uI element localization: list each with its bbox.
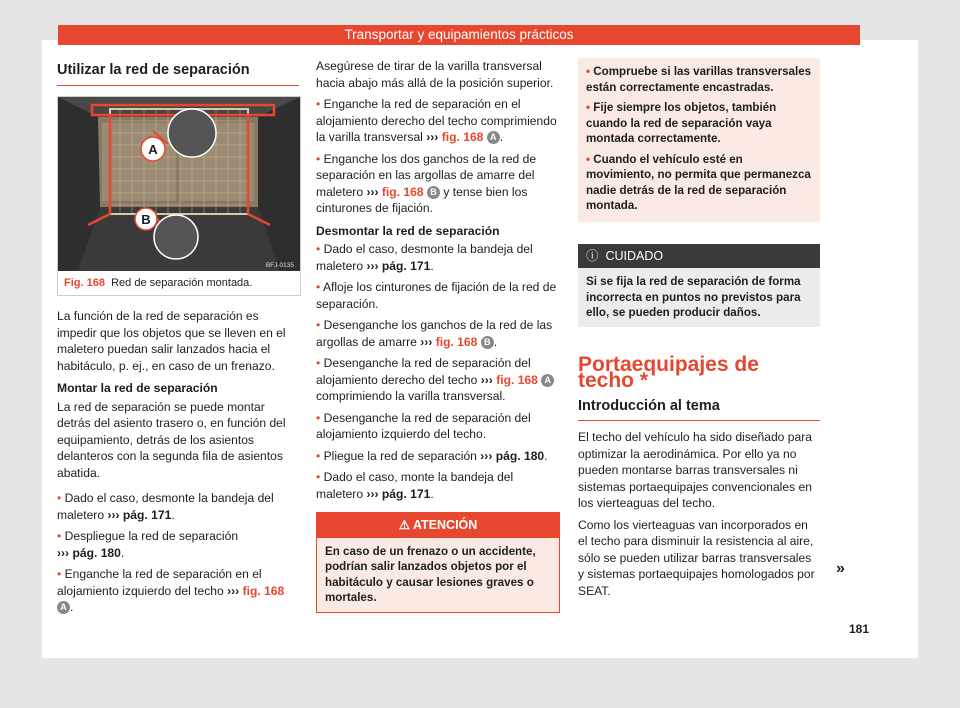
figure-label: Fig. 168 bbox=[64, 276, 105, 289]
list-item: • Desenganche los ganchos de la red de las argollas de amarre ››› fig. 168 B . bbox=[316, 318, 553, 349]
column-middle bbox=[316, 58, 560, 613]
warning-box bbox=[316, 512, 560, 613]
figure-link[interactable]: fig. 168 bbox=[381, 184, 424, 199]
column-left bbox=[57, 58, 299, 621]
list-item: • Afloje los cinturones de fijación de la red de separación. bbox=[316, 280, 557, 311]
list-item: • Desenganche la red de separación del alojamiento izquierdo del techo. bbox=[316, 410, 531, 441]
warning-header: ⚠ ATENCIÓN bbox=[317, 513, 559, 538]
chapter-header: Transportar y equipamientos prácticos bbox=[58, 25, 860, 45]
figure-caption bbox=[58, 271, 300, 296]
list-item: • Despliegue la red de separación ››› pág. 180. bbox=[57, 529, 239, 560]
info-circle-icon: ⓘ bbox=[586, 248, 599, 263]
page-link[interactable]: pág. 171 bbox=[122, 507, 172, 522]
intro-paragraph: La función de la red de separación es impedir que los objetos que se lleven en el maletero puedan salir lanzados hacia el habitáculo, p. ej., en caso de un frenazo. bbox=[57, 309, 286, 373]
page-link[interactable]: pág. 180 bbox=[495, 448, 545, 463]
figure-link[interactable]: fig. 168 bbox=[496, 372, 538, 387]
list-item: • Dado el caso, desmonte la bandeja del maletero ››› pág. 171. bbox=[57, 491, 274, 522]
list-item: • Pliegue la red de separación ››› pág. 180. bbox=[316, 448, 548, 463]
list-item: • Desenganche la red de separación del alojamiento derecho del techo ››› fig. 168 A comprimiendo la varilla transversal. bbox=[316, 355, 560, 405]
list-item: • Dado el caso, monte la bandeja del maletero ››› pág. 171. bbox=[316, 470, 514, 501]
page-link[interactable]: pág. 171 bbox=[381, 486, 431, 501]
page-link[interactable]: pág. 171 bbox=[381, 258, 431, 273]
marker-a-icon: A bbox=[541, 374, 554, 387]
warning-continued-box bbox=[578, 58, 820, 222]
continue-mark: » bbox=[836, 560, 845, 577]
paragraph: Asegúrese de tirar de la varilla transversal hacia abajo más allá de la posición superior. bbox=[316, 59, 554, 90]
trunk-net-photo bbox=[58, 97, 300, 271]
list-item: • Cuando el vehículo esté en movimiento, no permita que permanezca nadie detrás de la red de separación montada. bbox=[586, 152, 811, 212]
list-item: • Enganche la red de separación en el alojamiento derecho del techo comprimiendo la varilla transversal ››› fig. 168 A . bbox=[316, 97, 557, 144]
chapter-title: Portaequipajes de techo * bbox=[578, 352, 759, 392]
list-item: • Compruebe si las varillas transversales están correctamente encastradas. bbox=[586, 65, 812, 94]
figure-168 bbox=[57, 96, 301, 297]
marker-a-icon: A bbox=[57, 601, 70, 614]
list-item: • Dado el caso, desmonte la bandeja del maletero ››› pág. 171. bbox=[316, 242, 533, 273]
paragraph: Como los vierteaguas van incorporados en el techo para disminuir la resistencia al aire, sólo se pueden utilizar barras transversales y sistemas portaequipajes homologados por SEAT. bbox=[578, 517, 815, 598]
column-right bbox=[578, 58, 820, 604]
warning-text: En caso de un frenazo o un accidente, podrían salir lanzados objetos por el habitáculo y causar lesiones graves o mortales. bbox=[317, 538, 559, 612]
figure-link[interactable]: fig. 168 bbox=[242, 583, 285, 598]
section-title: Introducción al tema bbox=[578, 398, 820, 422]
marker-b-icon: B bbox=[427, 186, 440, 199]
mount-heading: Montar la red de separación bbox=[57, 381, 218, 395]
caution-header: ⓘ CUIDADO bbox=[578, 244, 820, 269]
figure-code: BFJ-0135 bbox=[265, 261, 294, 269]
figure-caption-text: Red de separación montada. bbox=[111, 276, 253, 289]
page-link[interactable]: pág. 180 bbox=[72, 545, 121, 560]
list-item: • Enganche la red de separación en el alojamiento izquierdo del techo ››› fig. 168 A . bbox=[57, 567, 285, 614]
figure-link[interactable]: fig. 168 bbox=[435, 334, 478, 349]
paragraph: El techo del vehículo ha sido diseñado para optimizar la aerodinámica. Por ello ya no pueden montarse barras transversales ni sistemas portaequipajes convencionales en los vierteaguas del techo. bbox=[578, 430, 812, 510]
unmount-heading: Desmontar la red de separación bbox=[316, 223, 500, 238]
page-number: 181 bbox=[849, 622, 870, 636]
callout-b: B bbox=[141, 211, 151, 227]
caution-box bbox=[578, 244, 820, 327]
mount-paragraph: La red de separación se puede montar detrás del asiento trasero o, en función del equipamiento, detrás de los asientos delanteros con la segunda fila de asientos abatida. bbox=[57, 399, 286, 480]
callout-a: A bbox=[148, 141, 158, 157]
figure-link[interactable]: fig. 168 bbox=[441, 130, 484, 144]
marker-b-icon: B bbox=[481, 336, 494, 349]
caution-text: Si se fija la red de separación de forma incorrecta en puntos no previstos para ello, se pueden producir daños. bbox=[578, 268, 820, 327]
list-item: • Fije siempre los objetos, también cuando la red de separación vaya montada correctamente. bbox=[586, 101, 777, 145]
warning-triangle-icon: ⚠ bbox=[398, 518, 410, 532]
marker-a-icon: A bbox=[487, 131, 500, 144]
section-title: Utilizar la red de separación bbox=[57, 62, 299, 86]
list-item: • Enganche los dos ganchos de la red de separación en las argollas de amarre del maletero ››› fig. 168 B y tense bien los cinturones de fijación. bbox=[316, 151, 537, 215]
